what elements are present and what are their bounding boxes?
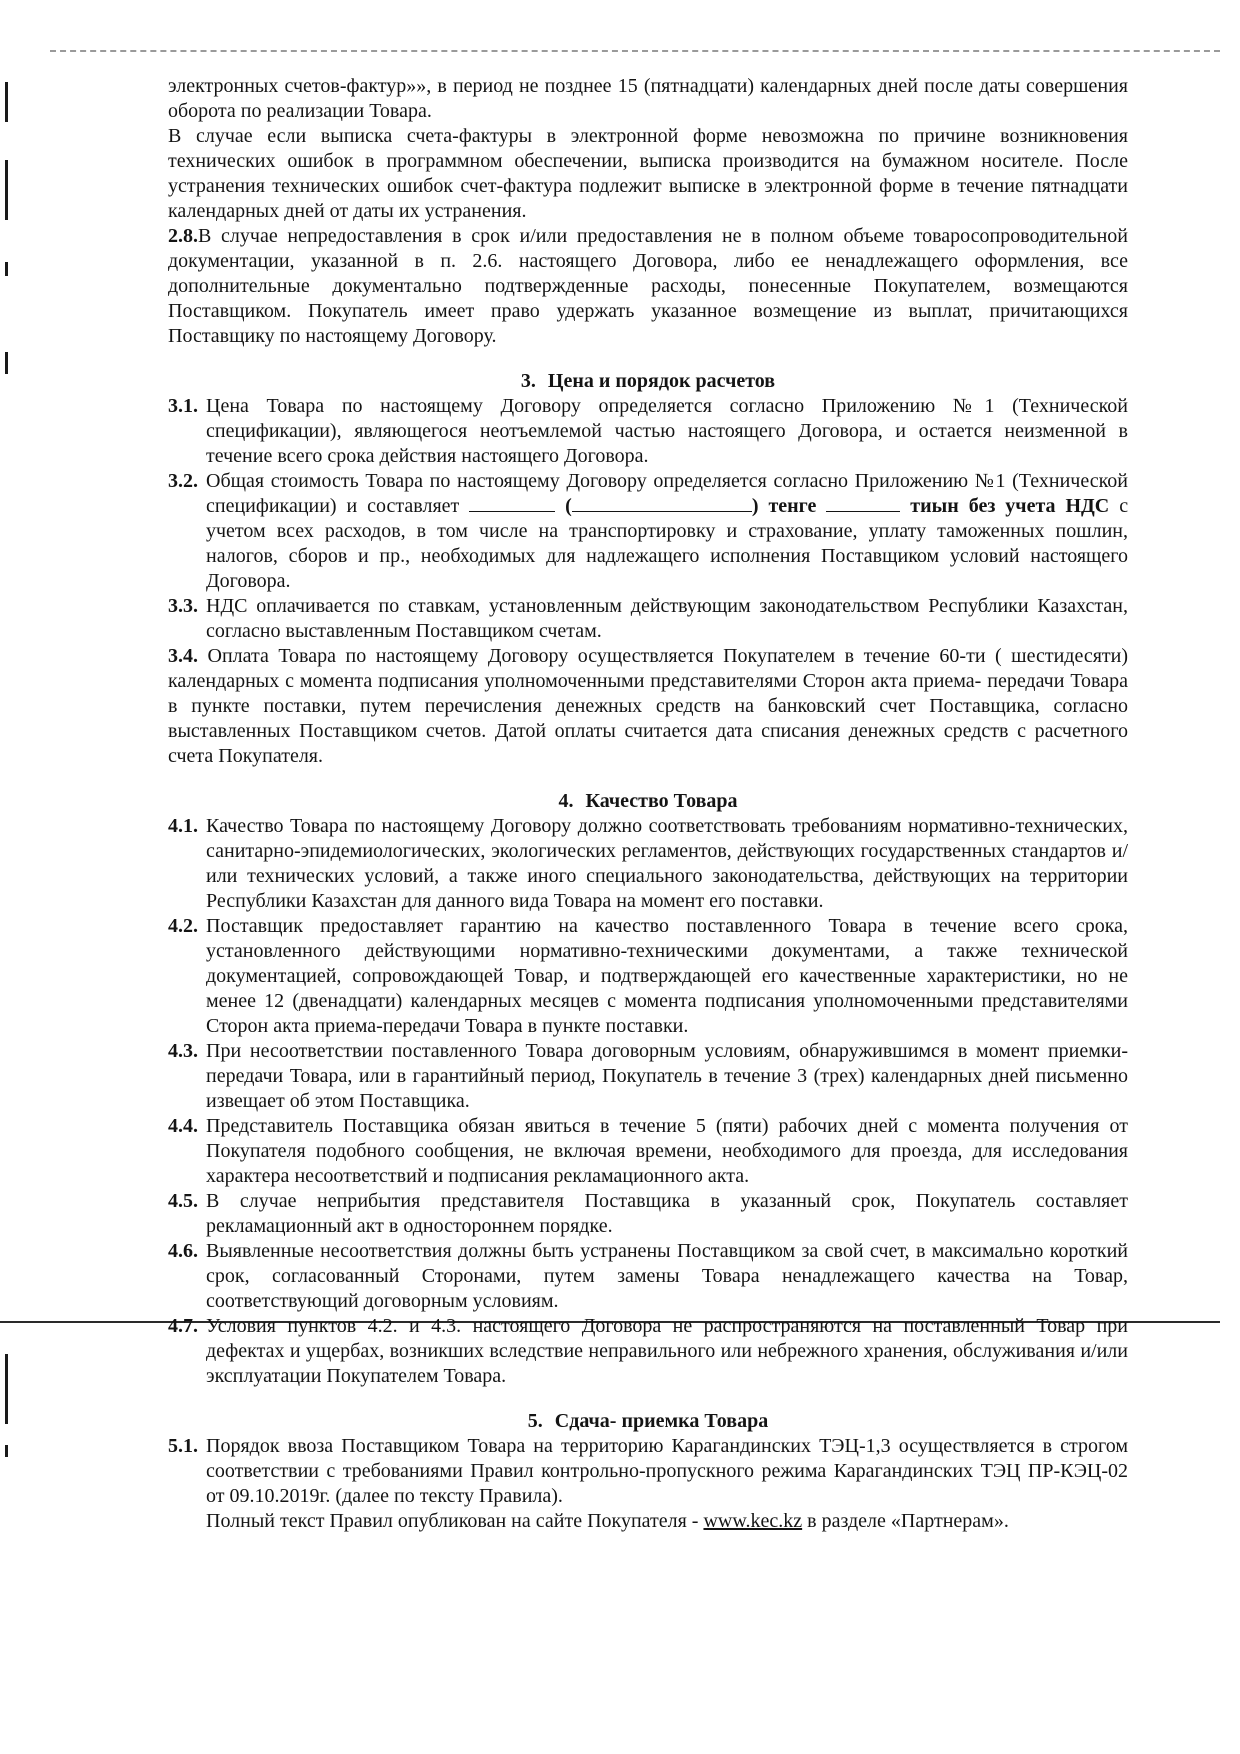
scan-margin-mark: [5, 1445, 8, 1457]
section-5-heading: [168, 1409, 1128, 1434]
clause-number: 4.3.: [168, 1040, 198, 1062]
clause-number: 4.7.: [168, 1315, 198, 1337]
clause-number: 3.2.: [168, 470, 198, 492]
clause-number: 4.2.: [168, 915, 198, 937]
clause-text: Порядок ввоза Поставщиком Товара на территорию Карагандинских ТЭЦ-1,3 осуществляется в строгом соответствии с требованиями Правил контрольно-пропускного режима Карагандинских ТЭЦ ПР-КЭЦ-02 от 09.10.2019г. (далее по тексту Правила).: [206, 1435, 1128, 1507]
clause-4-1: [168, 814, 1128, 914]
clause-number: 5.1.: [168, 1435, 198, 1457]
clause-text: В случае неприбытия представителя Поставщика в указанный срок, Покупатель составляет рекламационный акт в одностороннем порядке.: [206, 1190, 1128, 1237]
scan-margin-mark: [5, 262, 8, 276]
clause-text-cont: с учетом всех расходов, в том числе на транспортировку и страхование, уплату таможенных пошлин, налогов, сборов и пр., необходимых для надлежащего исполнения Поставщиком условий настоящего Договора.: [206, 495, 1129, 592]
scan-margin-mark: [5, 1354, 8, 1424]
clause-text: Общая стоимость Товара по настоящему Договору определяется согласно Приложению №1 (Технической спецификации) и составляет: [206, 470, 1128, 517]
clause-text: Выявленные несоответствия должны быть устранены Поставщиком за свой счет, в максимально короткий срок, согласованный Сторонами, путем замены Товара ненадлежащего качества на Товар, соответствующий договорным условиям.: [206, 1240, 1128, 1312]
clause-text: Качество Товара по настоящему Договору должно соответствовать требованиям нормативно-технических, санитарно-эпидемиологических, экологических регламентов, действующих государственных стандартов и/или технических условий, а также иного специального законодательства, действующих на территории Республики Казахстан для данного вида Товара на момент его поставки.: [206, 815, 1128, 912]
website-link[interactable]: www.kec.kz: [703, 1510, 803, 1532]
scan-top-rule: [50, 50, 1220, 52]
clause-number: 4.5.: [168, 1190, 198, 1212]
amount-words-blank-field: [572, 495, 752, 512]
clause-3-2: [168, 469, 1128, 594]
clause-4-2: [168, 914, 1128, 1039]
paragraph-invoice-paper: В случае если выписка счета-фактуры в электронной форме невозможна по причине возникновения технических ошибок в программном обеспечении, выписка производится на бумажном носителе. После устранения технических ошибок счет-фактура подлежит выписке в электронной форме в течение пятнадцати календарных дней от даты их устранения.: [168, 125, 1128, 222]
rules-publication-text-cont: в разделе «Партнерам».: [807, 1510, 1009, 1532]
clause-text: Оплата Товара по настоящему Договору осуществляется Покупателем в течение 60-ти ( шестидесяти) календарных с момента подписания уполномоченными представителями Сторон акта приема- передачи Товара в пункте поставки, путем перечисления денежных средств на банковский счет Поставщика, согласно выставленных Поставщиком счетов. Датой оплаты считается дата списания денежных средств с расчетного счета Покупателя.: [168, 645, 1129, 767]
clause-text: Цена Товара по настоящему Договору определяется согласно Приложению №1 (Технической спецификации), являющегося неотъемлемой частью настоящего Договора, и остается неизменной в течение всего срока действия настоящего Договора.: [206, 395, 1128, 467]
clause-3-1: [168, 394, 1128, 469]
clause-number: 4.6.: [168, 1240, 198, 1262]
clause-text: В случае непредоставления в срок и/или предоставления не в полном объеме товаросопроводительной документации, указанной в п. 2.6. настоящего Договора, либо ее ненадлежащего оформления, все дополнительные документально подтвержденные расходы, понесенные Покупателем, возмещаются Поставщиком. Покупатель имеет право удержать указанное возмещение из выплат, причитающихся Поставщику по настоящему Договору.: [168, 225, 1128, 347]
section-title: Цена и порядок расчетов: [547, 370, 776, 392]
clause-text: Условия пунктов 4.2. и 4.3. настоящего Договора не распространяются на поставленный Товар при дефектах и ущербах, возникших вследствие неправильного или небрежного хранения, обслуживания и/или эксплуатации Покупателем Товара.: [206, 1315, 1128, 1387]
clause-number: 2.8.: [168, 225, 198, 247]
section-4-heading: [168, 789, 1128, 814]
scan-margin-mark: [5, 352, 8, 374]
clause-text: НДС оплачивается по ставкам, установленным действующим законодательством Республики Казахстан, согласно выставленным Поставщиком счетам.: [206, 595, 1128, 642]
section-3-heading: [168, 369, 1128, 394]
paragraph-invoice-deadline: электронных счетов-фактур»», в период не позднее 15 (пятнадцати) календарных дней после даты совершения оборота по реализации Товара.: [168, 75, 1128, 122]
scan-margin-mark: [5, 160, 8, 220]
currency-label: ) тенге: [751, 495, 817, 517]
clause-number: 3.3.: [168, 595, 198, 617]
clause-number: 4.1.: [168, 815, 198, 837]
clause-4-5: [168, 1189, 1128, 1239]
clause-4-3: [168, 1039, 1128, 1114]
section-number: 5.: [527, 1410, 543, 1432]
section-number: 4.: [558, 790, 574, 812]
clause-3-3: [168, 594, 1128, 644]
clause-2-8: [168, 224, 1128, 349]
section-title: Качество Товара: [585, 790, 738, 812]
section-number: 3.: [520, 370, 536, 392]
clause-number: 4.4.: [168, 1115, 198, 1137]
clause-4-7: [168, 1314, 1128, 1389]
scan-margin-mark: [5, 82, 8, 122]
tiyn-blank-field: [826, 495, 900, 512]
clause-text: При несоответствии поставленного Товара договорным условиям, обнаружившимся в момент приемки-передачи Товара, или в гарантийный период, Покупатель в течение 3 (трех) календарных дней письменно извещает об этом Поставщика.: [206, 1040, 1128, 1112]
paren-open: (: [565, 495, 572, 517]
clause-number: 3.4.: [168, 645, 198, 667]
vat-excluded-label: тиын без учета НДС: [910, 495, 1110, 517]
document-body: [168, 74, 1128, 1534]
amount-blank-field: [469, 495, 555, 512]
clause-4-4: [168, 1114, 1128, 1189]
clause-4-6: [168, 1239, 1128, 1314]
clause-text: Поставщик предоставляет гарантию на качество поставленного Товара в течение всего срока, установленного действующими нормативно-техническими документами, а также технической документацией, сопровождающей Товар, и подтверждающей его качественные характеристики, но не менее 12 (двенадцати) календарных месяцев с момента подписания уполномоченными представителями Сторон акта приема-передачи Товара в пункте поставки.: [206, 915, 1128, 1037]
clause-5-1: [168, 1434, 1128, 1534]
rules-publication-text: Полный текст Правил опубликован на сайте Покупателя -: [206, 1510, 699, 1532]
clause-3-4: [168, 644, 1128, 769]
clause-text: Представитель Поставщика обязан явиться в течение 5 (пяти) рабочих дней с момента получения от Покупателя подобного сообщения, не включая времени, необходимого для проезда, для исследования характера несоответствий и подписания рекламационного акта.: [206, 1115, 1128, 1187]
clause-number: 3.1.: [168, 395, 198, 417]
section-title: Сдача- приемка Товара: [554, 1410, 769, 1432]
